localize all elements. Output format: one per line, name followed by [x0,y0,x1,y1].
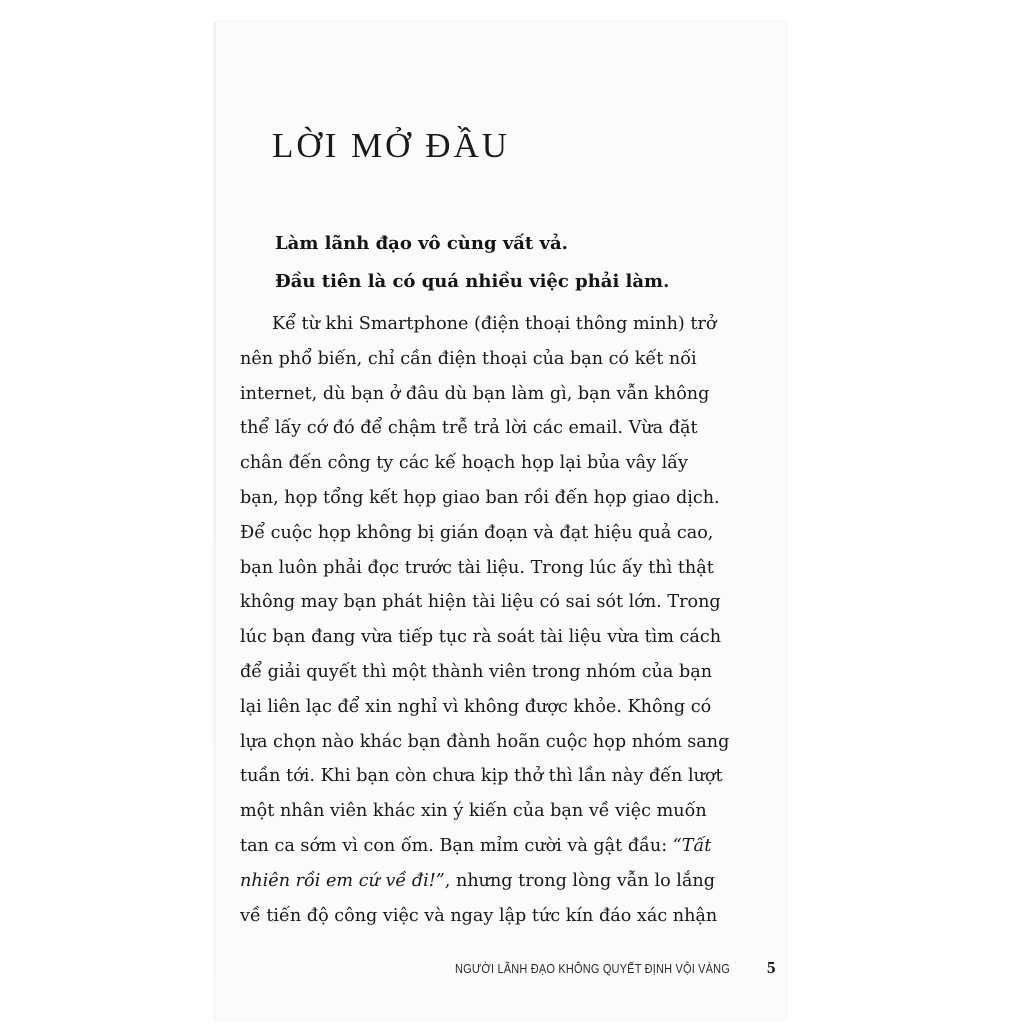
lead-line: Đầu tiên là có quá nhiều việc phải làm. [275,271,670,292]
text-line: bạn luôn phải đọc trước tài liệu. Trong lúc ấy thì thật [240,557,714,578]
text-line: lựa chọn nào khác bạn đành hoãn cuộc họp nhóm sang [240,731,730,752]
text-line: lại liên lạc để xin nghỉ vì không được khỏe. Không có [240,696,712,717]
text-line: nên phổ biến, chỉ cần điện thoại của bạn có kết nối [240,348,697,369]
text-line: tuần tới. Khi bạn còn chưa kịp thở thì lần này đến lượt [240,766,723,787]
page-footer [455,958,775,982]
text-line: lúc bạn đang vừa tiếp tục rà soát tài liệu vừa tìm cách [240,627,722,648]
text-line: chân đến công ty các kế hoạch họp lại bủa vây lấy [240,453,688,474]
quote-end: nhiên rồi em cứ về đi!” [240,870,445,891]
page-edge [214,22,216,1020]
lead-line: Làm lãnh đạo vô cùng vất vả. [275,233,568,254]
text-line: internet, dù bạn ở đâu dù bạn làm gì, bạn vẫn không [240,383,710,404]
text-line: không may bạn phát hiện tài liệu có sai sót lớn. Trong [240,592,721,613]
lead-paragraph [275,225,669,301]
text-line: thể lấy cớ đó để chậm trễ trả lời các email. Vừa đặt [240,418,698,439]
text-line: Kể từ khi Smartphone (điện thoại thông minh) trở [272,314,717,334]
text-line: Để cuộc họp không bị gián đoạn và đạt hiệu quả cao, [240,522,714,543]
body-paragraph [240,307,800,933]
text-line-with-quote [240,864,800,899]
text-line: bạn, họp tổng kết họp giao ban rồi đến họp giao dịch. [240,487,720,508]
text-line-with-quote [240,829,800,864]
page-number: 5 [767,958,776,977]
text-line: về tiến độ công việc và ngay lập tức kín đáo xác nhận [240,905,718,926]
quote-continuation: , nhưng trong lòng vẫn lo lắng [444,870,715,891]
chapter-title: LỜI MỞ ĐẦU [272,126,511,165]
quote-lead-in: tan ca sớm vì con ốm. Bạn mỉm cười và gật đầu: [240,835,673,856]
running-title: NGƯỜI LÃNH ĐẠO KHÔNG QUYẾT ĐỊNH VỘI VÀNG [455,962,731,976]
text-line: một nhân viên khác xin ý kiến của bạn về việc muốn [240,801,707,822]
quote-start: “Tất [672,835,712,856]
text-line: để giải quyết thì một thành viên trong nhóm của bạn [240,661,713,682]
